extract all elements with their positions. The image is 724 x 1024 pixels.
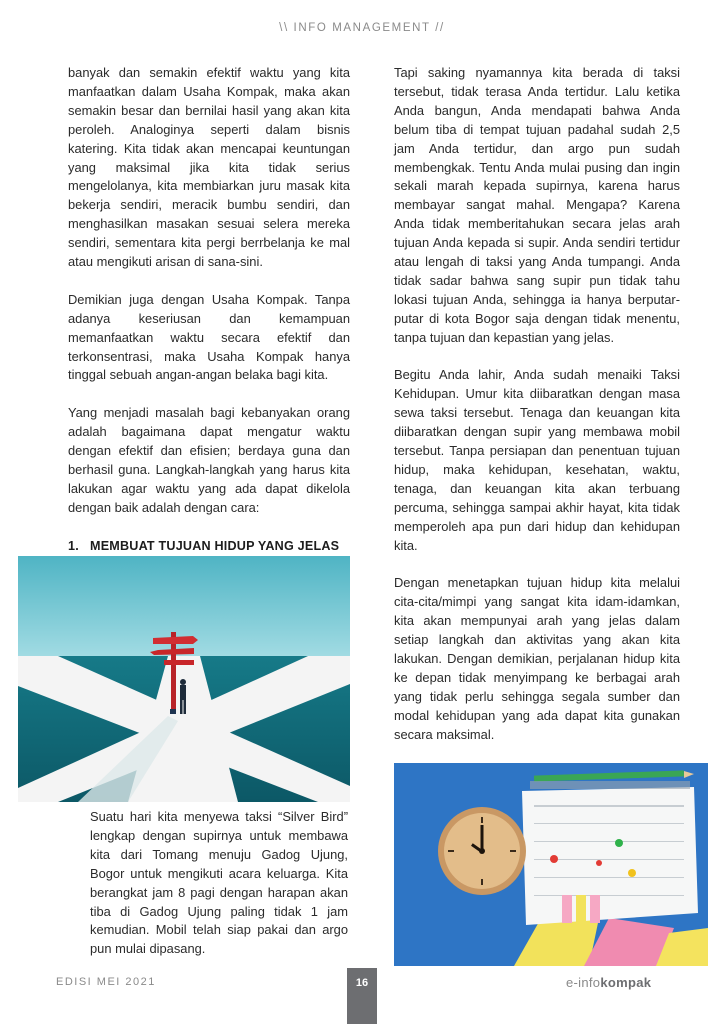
left-paragraph-1: banyak dan semakin efektif waktu yang kita manfaatkan dalam Usaha Kompak, maka akan semakin besar dan bernilai hasil yang akan kita peroleh. Analoginya seperti dalam bisnis katering. Kita tidak akan mencapai keuntungan yang maksimal jika kita tidak serius mengelolanya, kita membiarkan juru masak kita bekerja sendiri, meracik bumbu sendiri, dan menghasilkan masakan sesuai selera mereka sendiri, sementara kita pergi berrbelanja ke mal atau mengikuti arisan di sana-sini. (68, 65, 350, 270)
brand-logo (566, 975, 651, 990)
brand-prefix: e-info (566, 975, 601, 990)
calendar-clock-photo (394, 763, 708, 966)
left-column (68, 64, 350, 555)
heading-number: 1. (68, 538, 79, 553)
right-paragraph-2: Begitu Anda lahir, Anda sudah menaiki Taksi Kehidupan. Umur kita diibaratkan dengan masa sewa taksi tersebut. Tenaga dan keuangan kita diibaratkan dengan supir yang membawa mobil tersebut. Tanpa persiapan dan penentuan tujuan hidup, maka kehidupan, kesehatan, waktu, tenaga, dan keuangan kita akan terbuang percuma, sehingga sampai akhir hayat, kita tidak memperoleh apa pun dari hidup dan kehidupan kita. (394, 367, 680, 553)
left-paragraph-4: Suatu hari kita menyewa taksi “Silver Bird” lengkap dengan supirnya untuk membawa kita dari Tomang menuju Gadog Ujung, Bogor untuk mengikuti acara keluarga. Kita berangkat jam 8 pagi dengan harapan akan tiba di Gadog Ujung paling tidak 1 jam kemudian. Mobil telah siap pakai dan argo pun mulai dipasang. (90, 809, 348, 957)
left-paragraph-3: Yang menjadi masalah bagi kebanyakan orang adalah bagaimana dapat mengatur waktu dengan efektif dan efisien; berdaya guna dan berhasil guna. Langkah-langkah yang harus kita lakukan agar waktu yang ada dapat dikelola dengan baik adalah dengan cara: (68, 405, 350, 515)
left-column-continued (90, 808, 348, 959)
right-paragraph-3: Dengan menetapkan tujuan hidup kita melalui cita-cita/mimpi yang sangat kita idam-idamkan, kita akan mempunyai arah yang jelas dalam setiap langkah dan aktivitas yang akan kita lakukan. Dengan demikian, perjalanan hidup kita ke depan tidak menyimpang ke berbagai arah yang tidak perlu sehingga segala sumber dan modal kehidupan yang ada dapat kita gunakan secara maksimal. (394, 575, 680, 742)
right-paragraph-1: Tapi saking nyamannya kita berada di taksi tersebut, tidak terasa Anda tertidur. Lalu ketika Anda bangun, Anda mendapati bahwa Anda belum tiba di tempat tujuan padahal sudah 2,5 jam Anda tertidur, dan argo pun sudah membengkak. Tentu Anda mulai pusing dan ingin sekali marah kepada supirnya, karena harus membayar sangat mahal. Mengapa? Karena Anda tidak memberitahukan secara jelas arah tujuan Anda kepada si supir. Anda sendiri tertidur atau lengah di taksi yang Anda tumpangi. Anda tidak sadar bahwa sang supir pun tidak tahu lokasi tujuan Anda, sehingga ia hanya berputar-putar di kota Bogor saja dengan tidak menentu, tanpa tujuan dan kepastian yang jelas. (394, 65, 680, 345)
crossroads-illustration (18, 556, 350, 802)
section-heading-1 (68, 537, 350, 555)
edition-label: EDISI MEI 2021 (56, 976, 156, 988)
heading-text: MEMBUAT TUJUAN HIDUP YANG JELAS (90, 538, 340, 553)
left-paragraph-2: Demikian juga dengan Usaha Kompak. Tanpa adanya keseriusan dan kemampuan memanfaatkan waktu secara efektif dan terkonsentrasi, maka Usaha Kompak hanya tinggal sebuah angan-angan belaka bagi kita. (68, 291, 350, 383)
section-header: \\ INFO MANAGEMENT // (279, 22, 445, 34)
brand-bold: kompak (600, 975, 652, 990)
page-number: 16 (347, 968, 377, 1024)
right-column (394, 64, 680, 781)
